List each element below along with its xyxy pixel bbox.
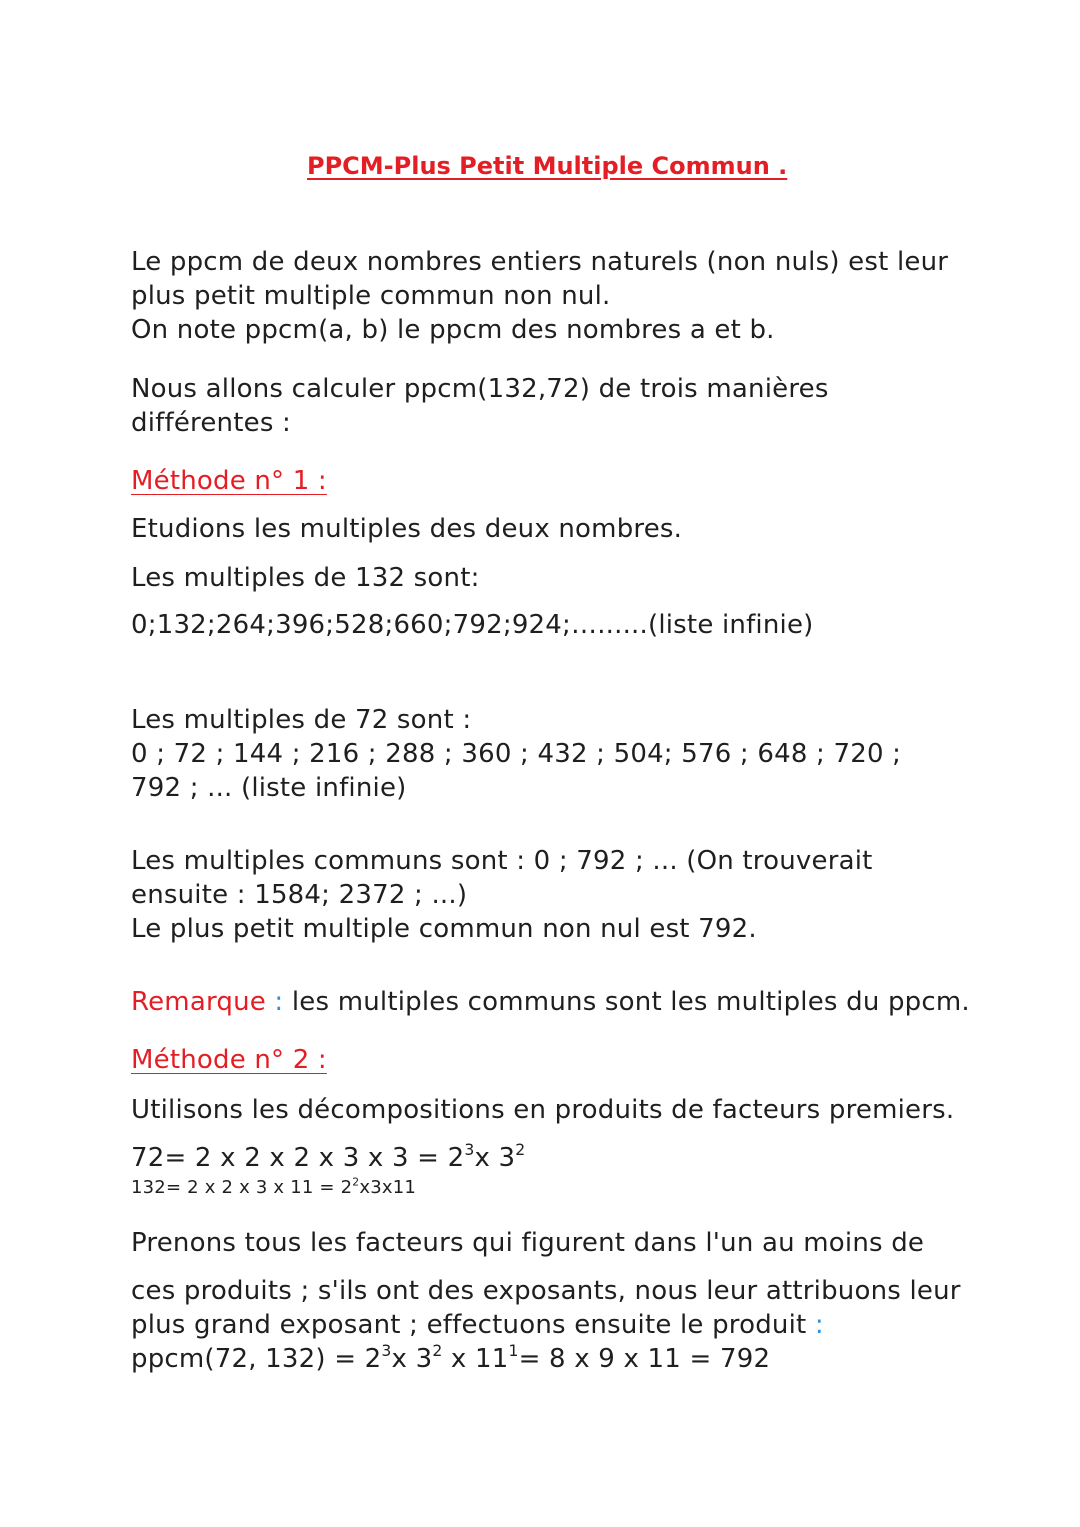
intro-line-1: Le ppcm de deux nombres entiers naturels (non nuls) est leur xyxy=(131,247,949,277)
intro-line-3: On note ppcm(a, b) le ppcm des nombres a et b. xyxy=(131,315,775,345)
remark-colon: : xyxy=(265,987,284,1017)
common-multiples-line-1: Les multiples communs sont : 0 ; 792 ; ... (On trouverait xyxy=(131,846,873,876)
take-factors-line-2: ces produits ; s'ils ont des exposants, nous leur attribuons leur xyxy=(131,1276,961,1306)
intro-line-2: plus petit multiple commun non nul. xyxy=(131,281,611,311)
method2-intro: Utilisons les décompositions en produits de facteurs premiers. xyxy=(131,1095,955,1125)
multiples-72-list-2: 792 ; ... (liste infinie) xyxy=(131,773,407,803)
multiples-132-list: 0;132;264;396;528;660;792;924;…......(liste infinie) xyxy=(131,610,814,640)
multiples-132-label: Les multiples de 132 sont: xyxy=(131,563,480,593)
lcm-result-line: Le plus petit multiple commun non nul est 792. xyxy=(131,914,757,944)
take-factors-colon: : xyxy=(806,1310,824,1340)
method1-heading: Méthode n° 1 : xyxy=(131,466,327,496)
method1-study: Etudions les multiples des deux nombres. xyxy=(131,514,683,544)
multiples-72-list-1: 0 ; 72 ; 144 ; 216 ; 288 ; 360 ; 432 ; 504; 576 ; 648 ; 720 ; xyxy=(131,739,902,769)
lcm-final-formula: ppcm(72, $132) = 2^3x$ $3^2$ x $11^1= 8$ x 9 x 11 = 792 xyxy=(131,1342,771,1374)
page-title: PPCM-Plus Petit Multiple Commun . xyxy=(307,152,788,180)
remark-text: les multiples communs sont les multiples du ppcm. xyxy=(283,987,970,1017)
remark xyxy=(131,985,970,1019)
compute-line-2: différentes : xyxy=(131,408,291,438)
take-factors-line-1: Prenons tous les facteurs qui figurent dans l'un au moins de xyxy=(131,1228,925,1258)
decomposition-132: 132= 2 x 2 x 3 x $11 = 2^2x3x11$ xyxy=(131,1175,417,1198)
compute-line-1: Nous allons calculer ppcm(132,72) de trois manières xyxy=(131,374,829,404)
decomposition-72: 72= 2 x 2 x 2 x 3 x $3 = 2^3x$ $3^2$ xyxy=(131,1141,526,1173)
method2-heading: Méthode n° 2 : xyxy=(131,1045,327,1075)
common-multiples-line-2: ensuite : 1584; 2372 ; ...) xyxy=(131,880,468,910)
remark-label: Remarque xyxy=(131,987,266,1017)
multiples-72-label: Les multiples de 72 sont : xyxy=(131,705,472,735)
take-factors-line-3: plus grand exposant ; effectuons ensuite le produit : xyxy=(131,1310,824,1340)
